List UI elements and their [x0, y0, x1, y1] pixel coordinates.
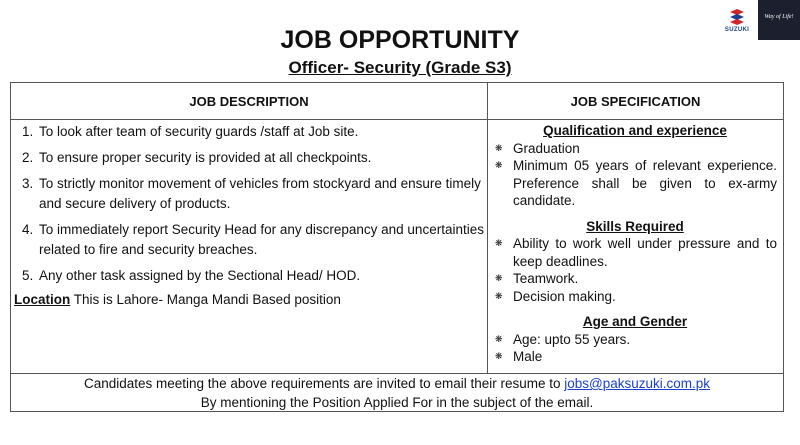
- spec-item-text: Male: [513, 349, 543, 364]
- spec-item-text: Age: upto 55 years.: [513, 331, 631, 347]
- duty-item: 2. To ensure proper security is provided at all checkpoints.: [37, 148, 484, 168]
- application-instructions: [11, 374, 783, 412]
- job-specification: [489, 122, 781, 374]
- page-title: JOB OPPORTUNITY: [280, 26, 520, 54]
- spec-item: [489, 157, 781, 210]
- instruction-line-2: By mentioning the Position Applied For in the subject of the email.: [200, 395, 594, 410]
- duty-item: 3. To strictly monitor movement of vehicles from stockyard and ensure timely and secure delivery of products.: [37, 174, 484, 214]
- spec-item-text: Graduation: [513, 140, 580, 156]
- spec-item: [489, 140, 781, 158]
- asterisk-bullet-icon: ❋: [495, 160, 503, 170]
- spec-item-text: Ability to work well under pressure and to keep deadlines.: [513, 236, 777, 269]
- job-description: [14, 122, 484, 310]
- suzuki-s-icon: [727, 8, 747, 26]
- duty-item: 4. To immediately report Security Head for any discrepancy and uncertainties related to fire and security breaches.: [37, 220, 484, 260]
- age-gender-group: [489, 313, 781, 366]
- location-label: Location: [14, 292, 71, 307]
- email-link[interactable]: jobs@paksuzuki.com.pk: [564, 376, 711, 391]
- age-gender-heading: Age and Gender: [582, 314, 688, 329]
- job-table: [10, 82, 784, 412]
- spec-item-text: Decision making.: [513, 288, 616, 304]
- job-description-heading: JOB DESCRIPTION: [189, 93, 309, 109]
- spec-item: [489, 235, 781, 270]
- location-text: This is Lahore- Manga Mandi Based position: [70, 292, 341, 307]
- asterisk-bullet-icon: ❋: [495, 142, 503, 153]
- asterisk-bullet-icon: ❋: [495, 238, 503, 248]
- qualification-group: [489, 122, 781, 210]
- asterisk-bullet-icon: ❋: [495, 290, 503, 301]
- skills-list: [489, 235, 781, 305]
- brand-tagline: Way of Life!: [758, 0, 800, 40]
- instruction-line-1: [11, 374, 783, 393]
- skills-heading: Skills Required: [586, 218, 684, 234]
- qualification-list: [489, 140, 781, 210]
- age-gender-list: [489, 331, 781, 366]
- duty-list: [14, 122, 484, 286]
- spec-item-text: Teamwork.: [513, 271, 579, 286]
- spec-item-text: Minimum 05 years of relevant experience. Preference shall be given to ex-army candidate.: [513, 158, 777, 208]
- spec-item: [489, 331, 781, 349]
- spec-item: [489, 288, 781, 306]
- column-divider: [487, 83, 488, 373]
- qualification-heading: Qualification and experience: [543, 123, 727, 138]
- asterisk-bullet-icon: ❋: [495, 273, 503, 283]
- spec-item: [489, 348, 781, 366]
- duty-item: 5. Any other task assigned by the Sectional Head/ HOD.: [37, 266, 484, 286]
- location-line: [14, 290, 484, 310]
- instruction-text: Candidates meeting the above requirements are invited to email their resume to: [83, 376, 565, 391]
- header-divider: [11, 119, 783, 120]
- skills-group: [489, 218, 781, 306]
- suzuki-wordmark: SUZUKI: [724, 26, 750, 33]
- asterisk-bullet-icon: ❋: [495, 333, 503, 344]
- job-specification-heading: JOB SPECIFICATION: [570, 93, 701, 109]
- spec-item: [489, 270, 781, 288]
- asterisk-bullet-icon: ❋: [495, 351, 503, 361]
- position-title: Officer- Security (Grade S3): [288, 58, 512, 77]
- duty-item: 1. To look after team of security guards /staff at Job site.: [37, 122, 484, 142]
